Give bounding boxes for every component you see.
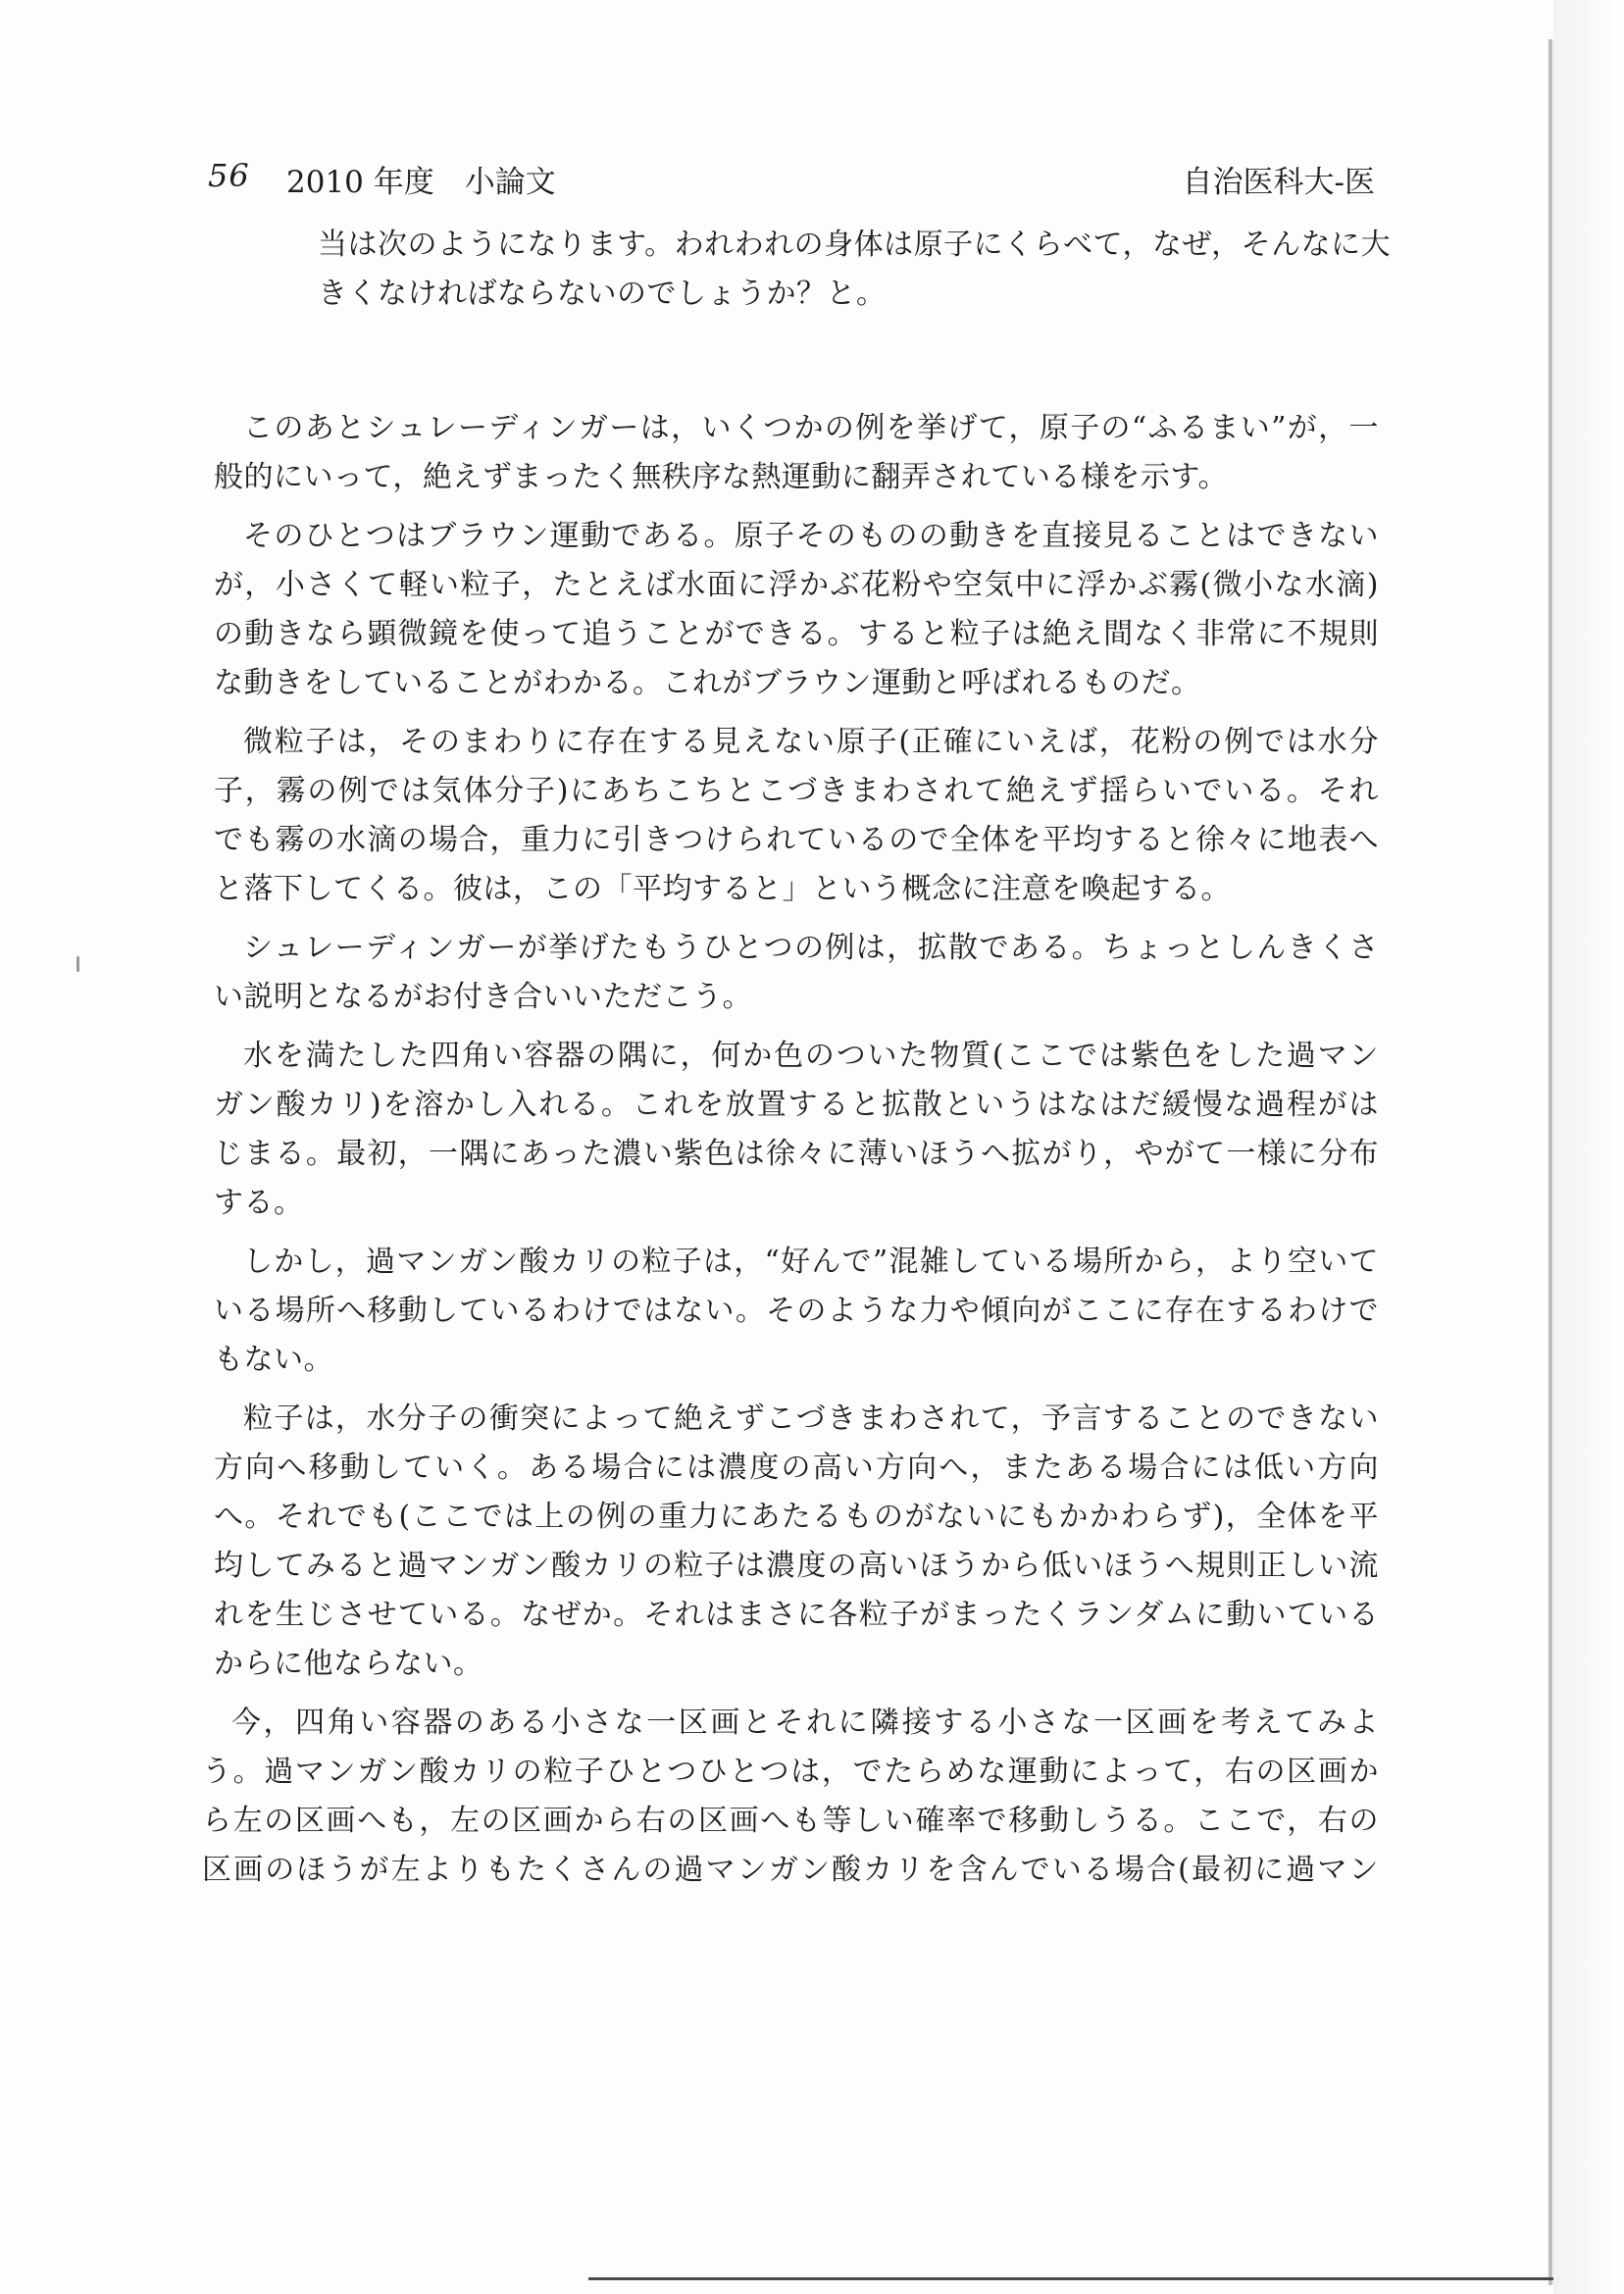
text-line: しかし，過マンガン酸カリの粒子は，“好んで”混雑している場所から，より空いて bbox=[243, 1245, 1379, 1279]
text-line: でも霧の水滴の場合，重力に引きつけられているので全体を平均すると徐々に地表へ bbox=[214, 823, 1379, 857]
text-line: 均してみると過マンガン酸カリの粒子は濃度の高いほうから低いほうへ規則正しい流 bbox=[214, 1549, 1379, 1583]
text-line: 当は次のようになります。われわれの身体は原子にくらべて，なぜ，そんなに大 bbox=[318, 228, 1392, 262]
text-line: 区画のほうが左よりもたくさんの過マンガン酸カリを含んでいる場合(最初に過マン bbox=[202, 1853, 1379, 1887]
scan-right-margin bbox=[1553, 0, 1624, 2294]
text-line: れを生じさせている。なぜか。それはまさに各粒子がまったくランダムに動いている bbox=[214, 1598, 1379, 1632]
scan-speck bbox=[76, 956, 79, 972]
text-line: が，小さくて軽い粒子，たとえば水面に浮かぶ花粉や空気中に浮かぶ霧(微小な水滴) bbox=[214, 568, 1379, 602]
text-line: このあとシュレーディンガーは，いくつかの例を挙げて，原子の“ふるまい”が，一 bbox=[243, 411, 1379, 445]
page-header bbox=[208, 157, 1375, 206]
text-line: いる場所へ移動しているわけではない。そのような力や傾向がここに存在するわけで bbox=[214, 1294, 1379, 1328]
text-line: の動きなら顕微鏡を使って追うことができる。すると粒子は絶え間なく非常に不規則 bbox=[214, 617, 1379, 651]
text-line: ら左の区画へも，左の区画から右の区画へも等しい確率で移動しうる。ここで，右の bbox=[202, 1804, 1379, 1838]
text-line: そのひとつはブラウン運動である。原子そのものの動きを直接見ることはできない bbox=[243, 519, 1379, 553]
scan-bottom-edge bbox=[588, 2277, 1553, 2280]
scan-page-edge bbox=[1548, 39, 1553, 2285]
header-school: 自治医科大-医 bbox=[1182, 165, 1375, 200]
text-line: きくなければならないのでしょうか？と。 bbox=[318, 277, 887, 311]
text-line: 微粒子は，そのまわりに存在する見えない原子(正確にいえば，花粉の例では水分 bbox=[243, 725, 1379, 759]
text-line: 粒子は，水分子の衝突によって絶えずこづきまわされて，予言することのできない bbox=[243, 1402, 1379, 1436]
text-line: する。 bbox=[214, 1186, 304, 1220]
text-line: と落下してくる。彼は，この「平均すると」という概念に注意を喚起する。 bbox=[214, 872, 1231, 906]
text-line: い説明となるがお付き合いいただこう。 bbox=[214, 980, 752, 1014]
text-line: からに他ならない。 bbox=[214, 1647, 483, 1681]
text-line: 水を満たした四角い容器の隅に，何か色のついた物質(ここでは紫色をした過マン bbox=[243, 1039, 1379, 1073]
text-line: 方向へ移動していく。ある場合には濃度の高い方向へ，またある場合には低い方向 bbox=[214, 1451, 1379, 1485]
text-line: 般的にいって，絶えずまったく無秩序な熱運動に翻弄されている様を示す。 bbox=[214, 460, 1228, 494]
page-number: 56 bbox=[208, 157, 250, 194]
text-line: へ。それでも(ここでは上の例の重力にあたるものがないにもかかわらず)，全体を平 bbox=[214, 1500, 1379, 1534]
text-line: ガン酸カリ)を溶かし入れる。これを放置すると拡散というはなはだ緩慢な過程がは bbox=[214, 1088, 1379, 1122]
text-line: じまる。最初，一隅にあった濃い紫色は徐々に薄いほうへ拡がり，やがて一様に分布 bbox=[214, 1137, 1379, 1171]
text-line: な動きをしていることがわかる。これがブラウン運動と呼ばれるものだ。 bbox=[214, 666, 1201, 700]
text-line: 子，霧の例では気体分子)にあちこちとこづきまわされて絶えず揺らいでいる。それ bbox=[214, 774, 1379, 808]
header-title: 2010 年度 小論文 bbox=[286, 165, 556, 200]
text-line: う。過マンガン酸カリの粒子ひとつひとつは，でたらめな運動によって，右の区画か bbox=[202, 1755, 1379, 1789]
text-line: もない。 bbox=[214, 1343, 333, 1377]
text-line: 今，四角い容器のある小さな一区画とそれに隣接する小さな一区画を考えてみよ bbox=[231, 1706, 1379, 1740]
text-line: シュレーディンガーが挙げたもうひとつの例は，拡散である。ちょっとしんきくさ bbox=[243, 931, 1379, 965]
